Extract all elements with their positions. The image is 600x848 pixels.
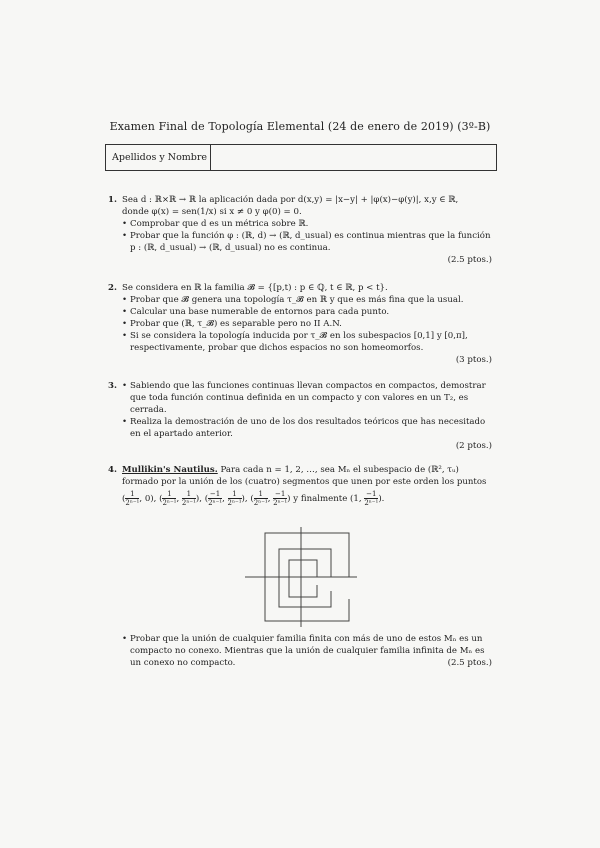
point-1: ( $\frac{1}{\text{2ⁿ⁻¹}}$ , $\frac{1}{\text{2ⁿ⁻¹}}$ ), (159, 490, 202, 507)
q4-statement-line1: Para cada n = 1, 2, …, sea Mₙ el subespacio de (ℝ², τᵤ) (220, 465, 459, 475)
and-finally-text: y finalmente (293, 494, 348, 504)
q2-bullet-1: • Probar que 𝓑 genera una topología τ_𝓑 en ℝ y que es más fina que la usual. (122, 294, 492, 306)
question-2 (108, 282, 492, 366)
exam-title: Examen Final de Topología Elemental (24 de enero de 2019) (3º-B) (109, 120, 491, 133)
name-box (105, 144, 497, 171)
nautilus-figure (245, 527, 357, 627)
q1-statement-line1: Sea d : ℝ×ℝ → ℝ la aplicación dada por d(x,y) = |x−y| + |φ(x)−φ(y)|, x,y ∈ ℝ, (122, 195, 459, 205)
q4-statement-line2: formado por la unión de los (cuatro) segmentos que unen por este orden los puntos (122, 477, 487, 487)
q2-points: (3 ptos.) (455, 355, 492, 365)
point-2: ( $\frac{-1}{\text{2ⁿ⁻¹}}$ , $\frac{1}{\text{2ⁿ⁻¹}}$ ), (204, 490, 248, 507)
nautilus-m2 (279, 549, 331, 607)
q4-points: (2.5 ptos.) (447, 658, 492, 668)
q3-points: (2 ptos.) (455, 441, 492, 451)
q3-bullet-2: • Realiza la demostración de uno de los dos resultados teóricos que has necesitado en el apartado anterior. (122, 416, 492, 440)
q4-heading: Mullikin's Nautilus. (122, 465, 218, 475)
point-4: (1, $\frac{-1}{\text{2ⁿ⁻¹}}$ ). (350, 490, 385, 507)
q2-bullet-3: • Probar que (ℝ, τ_𝓑) es separable pero no II A.N. (122, 318, 492, 330)
question-number: 1. (108, 195, 117, 205)
q4-points-list (122, 490, 492, 507)
question-3 (108, 380, 492, 452)
q1-bullet-1: • Comprobar que d es un métrica sobre ℝ. (122, 218, 492, 230)
q3-bullet-1: • Sabiendo que las funciones continuas llevan compactos en compactos, demostrar que toda función continua definida en un compacto y con valores en un T₂, es cerrada. (122, 380, 492, 416)
q2-statement: Se considera en ℝ la familia 𝓑 = {[p,t) : p ∈ ℚ, t ∈ ℝ, p < t}. (122, 283, 388, 293)
nautilus-m3 (289, 560, 317, 597)
name-field[interactable] (211, 145, 496, 170)
q1-statement-line2: donde φ(x) = sen(1/x) si x ≠ 0 y φ(0) = 0. (122, 207, 302, 217)
q2-bullet-4: • Si se considera la topología inducida por τ_𝓑 en los subespacios [0,1] y [0,π], respectivamente, probar que dichos espacios no son homeomorfos. (122, 330, 492, 354)
question-number: 2. (108, 283, 117, 293)
question-4 (108, 464, 492, 507)
question-number: 4. (108, 465, 117, 475)
q1-points: (2.5 ptos.) (447, 255, 492, 265)
point-3: ( $\frac{1}{\text{2ⁿ⁻¹}}$ , $\frac{-1}{\text{2ⁿ⁻¹}}$ ) (250, 490, 291, 507)
q1-bullet-2: • Probar que la función φ : (ℝ, d) → (ℝ, d_usual) es continua mientras que la función p : (ℝ, d_usual) → (ℝ, d_usual) no es continua. (122, 230, 492, 254)
question-4-tasks (108, 633, 492, 669)
question-1 (108, 194, 492, 266)
question-number: 3. (108, 381, 117, 391)
point-0: ( $\frac{1}{\text{2ⁿ⁻¹}}$ , 0), (122, 490, 157, 507)
q4-bullet-1: • Probar que la unión de cualquier familia finita con más de uno de estos Mₙ es un compacto no conexo. Mientras que la unión de cualquier familia infinita de Mₙ es un conexo no compacto. (122, 633, 492, 669)
name-label: Apellidos y Nombre (106, 145, 211, 170)
q2-bullet-2: • Calcular una base numerable de entornos para cada punto. (122, 306, 492, 318)
